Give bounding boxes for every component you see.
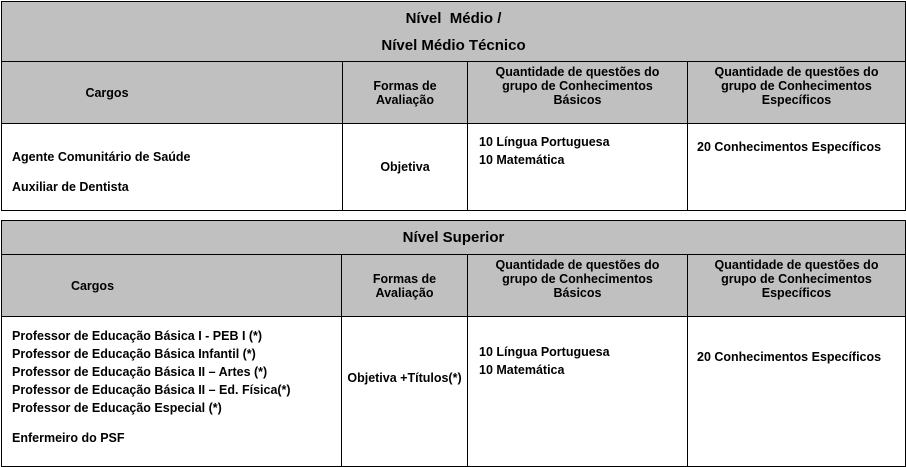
header-formas [342,255,468,317]
cargo-item: Professor de Educação Básica II – Ed. Física(*) [12,383,291,397]
basicos-item: 10 Língua Portuguesa [479,135,610,149]
cargo-item: Professor de Educação Especial (*) [12,401,222,415]
cargo-item: Professor de Educação Básica II – Artes (*) [12,365,268,379]
especificos-value: 20 Conhecimentos Específicos [697,140,882,154]
cargo-item: Enfermeiro do PSF [12,431,125,445]
header-basicos-line3: Básicos [553,93,602,107]
cargo-item: Professor de Educação Básica Infantil (*) [12,347,256,361]
header-cargos [2,62,343,124]
header-cargos-label: Cargos [85,85,129,100]
header-basicos [468,255,688,317]
cargos-cell [2,317,342,467]
header-especificos-line3: Específicos [761,286,832,300]
table-nivel-medio [1,1,906,211]
forma-value: Objetiva +Títulos(*) [347,371,462,385]
section-title-line1: Nível Médio / [405,10,502,27]
basicos-item: 10 Língua Portuguesa [479,345,610,359]
header-basicos-line2: grupo de Conhecimentos [502,79,653,93]
header-cargos-label: Cargos [70,278,115,293]
cargo-item: Auxiliar de Dentista [12,180,129,194]
header-basicos-line3: Básicos [553,286,602,300]
header-formas-line2: Avaliação [376,92,434,107]
header-formas-line1: Formas de [373,78,437,93]
basicos-item: 10 Matemática [479,153,565,167]
basicos-cell [468,124,688,211]
header-especificos-line2: grupo de Conhecimentos [721,272,872,286]
basicos-item: 10 Matemática [479,363,565,377]
cargo-item: Professor de Educação Básica I - PEB I (*) [12,329,263,343]
header-especificos-line1: Quantidade de questões do [714,65,879,79]
forma-value: Objetiva [380,160,430,174]
header-basicos-line2: grupo de Conhecimentos [502,272,653,286]
especificos-value: 20 Conhecimentos Específicos [697,350,882,364]
header-formas [343,62,468,124]
header-formas-line1: Formas de [372,271,437,286]
section-title [2,2,906,62]
header-especificos [688,255,906,317]
section-title-line1: Nível Superior [402,229,505,246]
table-nivel-superior [1,220,906,467]
cargos-cell [2,124,343,211]
header-basicos-line1: Quantidade de questões do [495,65,660,79]
basicos-cell [468,317,688,467]
header-especificos-line1: Quantidade de questões do [714,258,879,272]
header-especificos-line3: Específicos [761,93,832,107]
cargo-item: Agente Comunitário de Saúde [12,150,191,164]
header-cargos [2,255,342,317]
forma-cell [343,124,468,211]
forma-cell [342,317,468,467]
section-title [2,221,906,255]
header-especificos-line2: grupo de Conhecimentos [721,79,872,93]
header-basicos [468,62,688,124]
header-basicos-line1: Quantidade de questões do [495,258,660,272]
header-especificos [688,62,906,124]
especificos-cell [688,317,906,467]
section-title-line2: Nível Médio Técnico [381,37,526,54]
header-formas-line2: Avaliação [375,285,434,300]
especificos-cell [688,124,906,211]
